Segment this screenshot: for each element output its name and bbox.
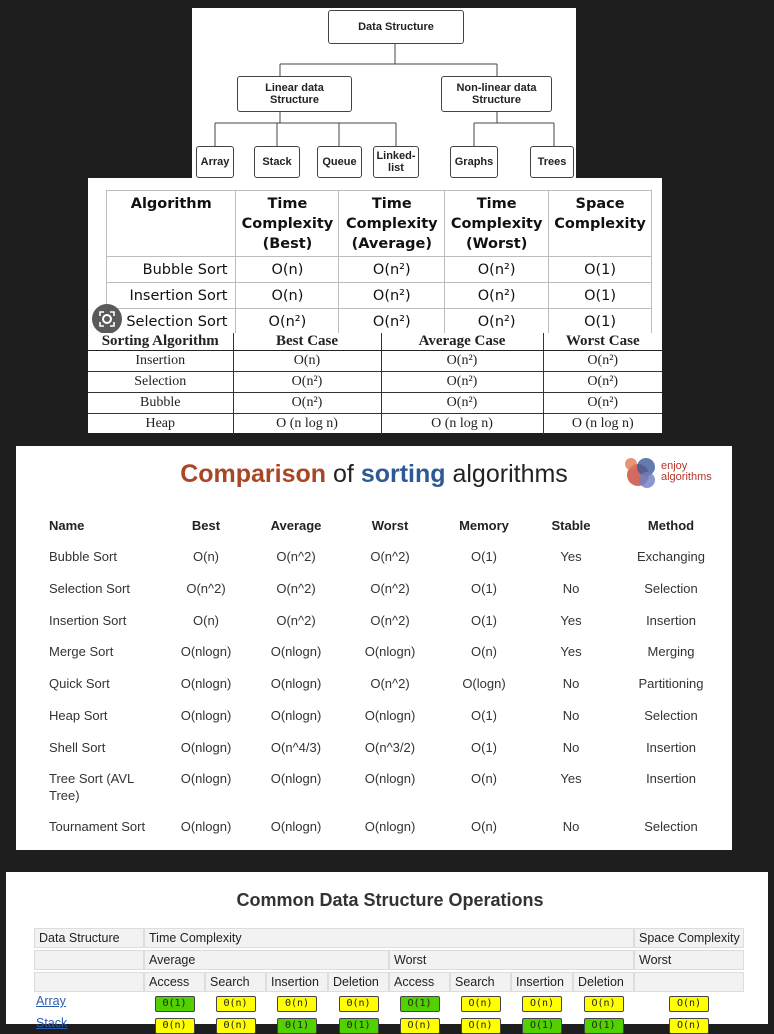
cell-best: O(n)	[236, 257, 339, 283]
table-row	[16, 580, 732, 600]
complexity-badge: Θ(1)	[277, 1018, 317, 1034]
cell-worst: O(n^2)	[370, 549, 410, 564]
cell-name: Quick Sort	[49, 676, 110, 691]
cell-stable: No	[562, 708, 580, 723]
cell-memory: O(1)	[471, 708, 497, 723]
cell-best: O(nlogn)	[180, 740, 232, 755]
complexity-badge: Θ(n)	[155, 1018, 195, 1034]
cell-worst: O(nlogn)	[364, 644, 416, 659]
cell-best: O(n^2)	[186, 581, 226, 596]
ops-blank	[34, 972, 144, 992]
cell-stable: Yes	[560, 771, 582, 786]
cell-average: O (n log n)	[381, 414, 543, 435]
ops-header-space-complexity: Space Complexity	[634, 928, 744, 948]
cell-average: O(n²)	[381, 372, 543, 393]
ops-header-insertion: Insertion	[511, 972, 573, 992]
data-structure-tree	[192, 8, 576, 180]
table-row	[88, 414, 662, 435]
complexity-badge: O(n)	[400, 1018, 440, 1034]
table-row	[88, 372, 662, 393]
cell-worst: O(nlogn)	[364, 819, 416, 834]
cell-worst: O (n log n)	[543, 414, 662, 435]
logo-text: enjoy algorithms	[661, 460, 712, 483]
cell-best: O(n²)	[233, 393, 381, 414]
cell-algorithm: Insertion	[88, 351, 233, 372]
ops-header-deletion: Deletion	[573, 972, 634, 992]
cell-memory: O(n)	[471, 819, 497, 834]
cell-method: Insertion	[646, 771, 696, 786]
cell-method: Partitioning	[638, 676, 704, 691]
header-method: Method	[647, 518, 695, 533]
header-average: Average	[270, 518, 322, 533]
ops-header-access: Access	[389, 972, 450, 992]
cell-worst: O(n^2)	[370, 613, 410, 628]
cell-average: O(nlogn)	[270, 819, 322, 834]
lens-icon-glyph	[98, 310, 116, 328]
ds-link-stack[interactable]: Stack	[36, 1016, 68, 1030]
ds-link-array[interactable]: Array	[36, 994, 66, 1008]
complexity-table	[106, 190, 652, 335]
complexity-badge: O(n)	[461, 1018, 501, 1034]
cell-best: O(n)	[193, 549, 219, 564]
table-row	[16, 739, 732, 759]
cell-worst: O(n²)	[543, 372, 662, 393]
cell-worst: O(n²)	[445, 309, 549, 335]
ops-header-search: Search	[450, 972, 511, 992]
cell-name: Insertion Sort	[49, 613, 127, 628]
sorting-comparison-panel	[16, 446, 732, 850]
comparison-title: Comparison of sorting algorithms	[180, 460, 568, 488]
cell-algorithm: Insertion Sort	[107, 283, 236, 309]
cell-memory: O(1)	[471, 581, 497, 596]
cell-name: Heap Sort	[49, 708, 108, 723]
ops-title: Common Data Structure Operations	[236, 890, 544, 910]
cell-best: O(n²)	[233, 372, 381, 393]
cell-average: O(n^2)	[276, 549, 316, 564]
complexity-badge: O(1)	[584, 1018, 624, 1034]
cell-average: O(n²)	[339, 309, 445, 335]
ops-header-time-complexity: Time Complexity	[144, 928, 634, 948]
cell-average: O(n^2)	[276, 613, 316, 628]
cell-best: O (n log n)	[233, 414, 381, 435]
cell-algorithm: Selection	[88, 372, 233, 393]
cell-stable: Yes	[560, 549, 582, 564]
header-space: Space Complexity	[549, 191, 652, 257]
cell-worst: O(n^2)	[370, 581, 410, 596]
cell-average: O(nlogn)	[270, 676, 322, 691]
cell-stable: No	[562, 819, 580, 834]
cell-space: O(1)	[549, 257, 652, 283]
cell-memory: O(1)	[471, 549, 497, 564]
cell-algorithm: Selection Sort	[107, 309, 236, 335]
enjoy-algorithms-logo	[623, 456, 723, 492]
cell-name: Tournament Sort	[49, 819, 146, 834]
table-row	[16, 707, 732, 727]
cell-memory: O(1)	[471, 740, 497, 755]
cell-algorithm: Heap	[145, 416, 176, 432]
cell-name: Merge Sort	[49, 644, 114, 659]
complexity-badge: O(n)	[669, 996, 709, 1012]
cell-best: O(n²)	[236, 309, 339, 335]
cell-best: O(nlogn)	[180, 819, 232, 834]
cell-method: Insertion	[646, 740, 696, 755]
cell-worst: O(n^2)	[370, 676, 410, 691]
cell-memory: O(1)	[471, 613, 497, 628]
complexity-badge: O(1)	[522, 1018, 562, 1034]
cell-worst: O(n²)	[543, 393, 662, 414]
complexity-table-panel	[88, 178, 662, 334]
complexity-badge: Θ(1)	[339, 1018, 379, 1034]
cell-worst: O(n²)	[543, 351, 662, 372]
ops-header-deletion: Deletion	[328, 972, 389, 992]
tree-leaf-label-1: Linked-	[376, 150, 416, 162]
complexity-badge: Θ(n)	[216, 996, 256, 1012]
header-name: Name	[49, 518, 85, 533]
table-row	[107, 309, 652, 335]
header-best-case: Best Case	[233, 333, 381, 351]
cell-method: Insertion	[646, 613, 696, 628]
cell-space: O(1)	[549, 283, 652, 309]
table-row	[16, 612, 732, 632]
ops-header-access: Access	[144, 972, 205, 992]
tree-leaf-label: Stack	[262, 156, 292, 168]
cell-best: O(nlogn)	[180, 676, 232, 691]
cell-best: O(nlogn)	[180, 644, 232, 659]
cell-method: Selection	[644, 581, 698, 596]
ops-header-worst-space: Worst	[634, 950, 744, 970]
cell-stable: No	[562, 740, 580, 755]
tree-leaf-label: Graphs	[454, 156, 494, 168]
tree-root-node	[328, 10, 464, 44]
cell-worst: O(nlogn)	[364, 708, 416, 723]
cell-stable: Yes	[560, 644, 582, 659]
header-memory: Memory	[459, 518, 509, 533]
cell-name: Tree Sort (AVL Tree)	[49, 771, 134, 803]
lens-icon[interactable]	[92, 304, 122, 334]
header-time-average: Time Complexity (Average)	[339, 191, 445, 257]
tree-nonlinear-label-2: Structure	[472, 94, 521, 106]
cell-name: Shell Sort	[49, 740, 106, 755]
complexity-badge: O(1)	[400, 996, 440, 1012]
tree-linear-label-1: Linear data	[265, 82, 324, 94]
cell-average: O(n²)	[381, 393, 543, 414]
complexity-badge: O(n)	[461, 996, 501, 1012]
tree-leaf-queue	[317, 146, 362, 178]
table-header-row	[107, 191, 652, 257]
cell-average: O(nlogn)	[270, 771, 322, 786]
cell-worst: O(n²)	[445, 283, 549, 309]
table-row	[88, 351, 662, 372]
cell-average: O(nlogn)	[270, 708, 322, 723]
cell-memory: O(logn)	[462, 676, 506, 691]
cell-memory: O(n)	[471, 771, 497, 786]
header-best: Best	[191, 518, 221, 533]
table-row	[16, 770, 732, 803]
ds-operations-panel	[6, 872, 768, 1031]
tree-leaf-trees	[530, 146, 574, 178]
cell-method: Merging	[647, 644, 695, 659]
table-row	[16, 818, 732, 838]
table-row	[107, 257, 652, 283]
tree-nonlinear-label-1: Non-linear data	[456, 82, 537, 94]
table-row	[16, 675, 732, 695]
cell-best: O(n)	[236, 283, 339, 309]
cell-average: O(n²)	[339, 283, 445, 309]
cell-best: O(nlogn)	[180, 708, 232, 723]
ops-header-worst: Worst	[389, 950, 634, 970]
cell-average: O(nlogn)	[270, 644, 322, 659]
cell-algorithm: Bubble	[88, 393, 233, 414]
complexity-badge: Θ(1)	[155, 996, 195, 1012]
ops-blank	[34, 950, 144, 970]
header-stable: Stable	[551, 518, 591, 533]
cell-memory: O(n)	[471, 644, 497, 659]
cell-worst: O(n^3/2)	[364, 740, 416, 755]
tree-leaf-graphs	[450, 146, 498, 178]
tree-leaf-linked-list	[373, 146, 419, 178]
tree-leaf-label-2: list	[388, 162, 404, 174]
tree-leaf-label: Array	[200, 156, 230, 168]
header-algorithm: Algorithm	[107, 191, 236, 257]
tree-linear-node	[237, 76, 352, 112]
cell-average: O(n²)	[339, 257, 445, 283]
ops-header-insertion: Insertion	[266, 972, 328, 992]
tree-leaf-array	[196, 146, 234, 178]
cell-best: O(n)	[193, 613, 219, 628]
table-row	[88, 393, 662, 414]
tree-leaf-label: Queue	[322, 156, 357, 168]
header-worst: Worst	[371, 518, 409, 533]
ops-header-search: Search	[205, 972, 266, 992]
header-sorting-algorithm: Sorting Algorithm	[88, 333, 233, 351]
cell-stable: No	[562, 581, 580, 596]
cell-worst: O(nlogn)	[364, 771, 416, 786]
complexity-badge: O(n)	[522, 996, 562, 1012]
cell-space: O(1)	[549, 309, 652, 335]
complexity-badge: Θ(n)	[277, 996, 317, 1012]
cell-method: Selection	[644, 819, 698, 834]
cell-algorithm: Bubble Sort	[107, 257, 236, 283]
cell-stable: Yes	[560, 613, 582, 628]
cell-name: Bubble Sort	[49, 549, 117, 564]
ops-blank	[634, 972, 744, 992]
cell-best: O(n)	[233, 351, 381, 372]
table-row	[16, 643, 732, 663]
cell-method: Selection	[644, 708, 698, 723]
ops-header-average: Average	[144, 950, 389, 970]
sorting-cases-table	[88, 333, 662, 435]
tree-linear-label-2: Structure	[270, 94, 319, 106]
table-header-row	[88, 333, 662, 351]
complexity-badge: Θ(n)	[216, 1018, 256, 1034]
complexity-badge: Θ(n)	[339, 996, 379, 1012]
tree-root-label: Data Structure	[358, 21, 434, 33]
cell-best: O(nlogn)	[180, 771, 232, 786]
cell-stable: No	[562, 676, 580, 691]
table-header-row	[16, 517, 732, 537]
cell-average: O(n²)	[381, 351, 543, 372]
table-row	[16, 548, 732, 568]
cell-method: Exchanging	[637, 549, 705, 564]
cell-worst: O(n²)	[445, 257, 549, 283]
header-worst-case: Worst Case	[543, 333, 662, 351]
cell-average: O(n^2)	[276, 581, 316, 596]
ops-header-data-structure: Data Structure	[34, 928, 144, 948]
header-time-best: Time Complexity (Best)	[236, 191, 339, 257]
sorting-cases-panel	[88, 333, 662, 433]
header-average-case: Average Case	[381, 333, 543, 351]
cell-name: Selection Sort	[49, 581, 130, 596]
complexity-badge: O(n)	[584, 996, 624, 1012]
complexity-badge: O(n)	[669, 1018, 709, 1034]
tree-leaf-label: Trees	[537, 156, 567, 168]
header-time-worst: Time Complexity (Worst)	[445, 191, 549, 257]
cell-average: O(n^4/3)	[270, 740, 322, 755]
tree-nonlinear-node	[441, 76, 552, 112]
tree-leaf-stack	[254, 146, 300, 178]
table-row	[107, 283, 652, 309]
